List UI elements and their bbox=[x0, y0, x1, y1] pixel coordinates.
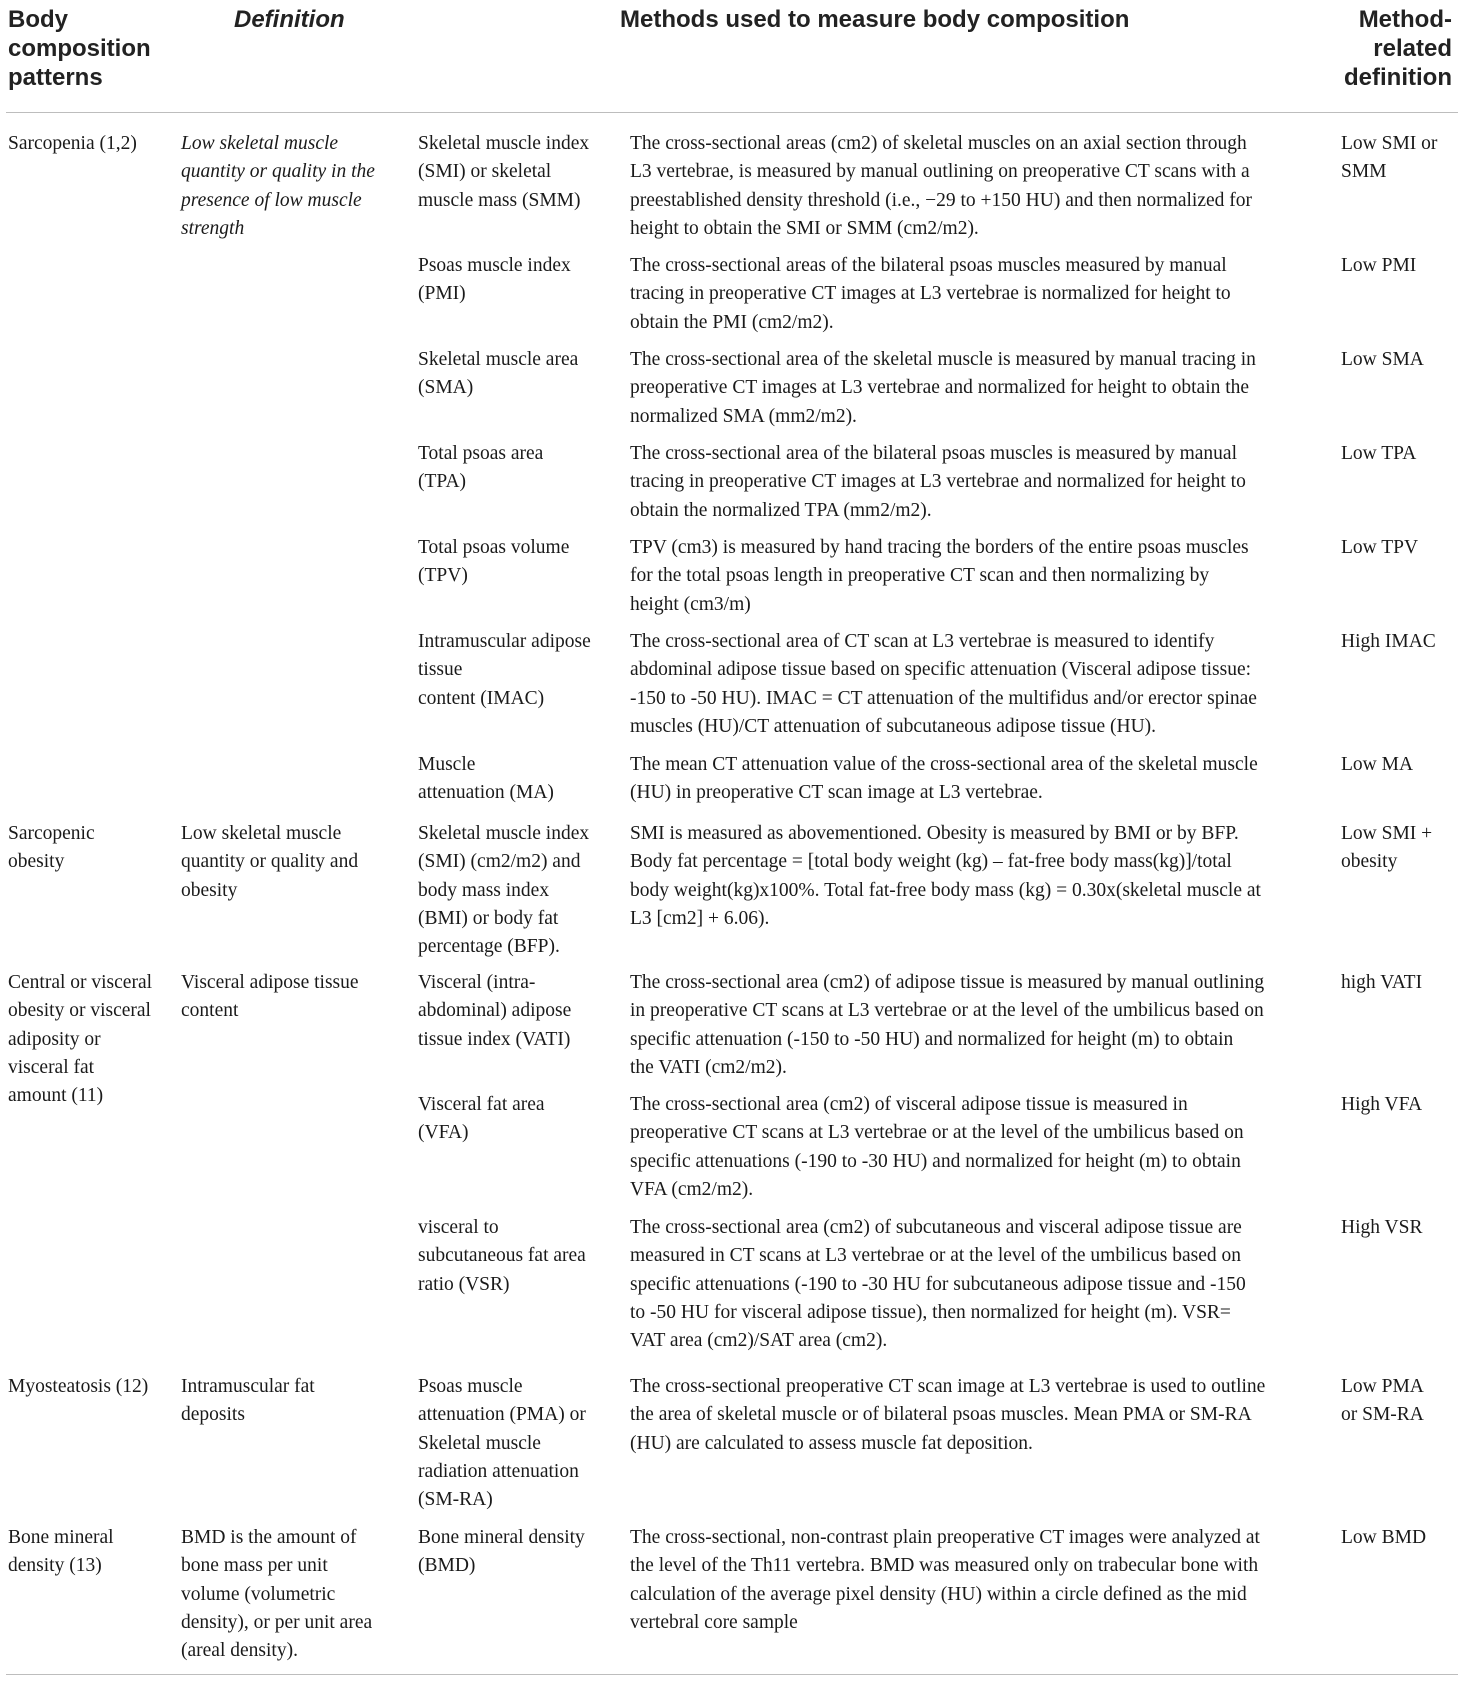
cell-line: (HU) are calculated to assess muscle fat deposition. bbox=[630, 1432, 1033, 1454]
cell-line: normalized SMA (mm2/m2). bbox=[630, 405, 857, 427]
cell-line: subcutaneous fat area bbox=[418, 1245, 586, 1267]
cell-line: VFA (cm2/m2). bbox=[630, 1178, 754, 1200]
cell-line: Low BMD bbox=[1341, 1527, 1427, 1548]
cell-pattern bbox=[8, 969, 152, 1110]
cell-line: The cross-sectional preoperative CT scan image at L3 vertebrae is used to outline bbox=[630, 1376, 1266, 1397]
header-line: Body bbox=[8, 6, 68, 33]
cell-method-name bbox=[418, 820, 589, 961]
cell-line: BMD is the amount of bbox=[181, 1527, 357, 1548]
cell-line: (SMI) or skeletal bbox=[418, 161, 552, 183]
cell-line: content (IMAC) bbox=[418, 687, 545, 709]
cell-line: Psoas muscle index bbox=[418, 255, 571, 276]
cell-method-name bbox=[418, 1214, 586, 1299]
cell-method-definition bbox=[1341, 969, 1422, 997]
cell-line: visceral to bbox=[418, 1217, 499, 1238]
cell-line: body weight(kg)x100%. Total fat-free body mass (kg) = 0.30x(skeletal muscle at bbox=[630, 879, 1261, 901]
cell-line: tissue index (VATI) bbox=[418, 1028, 571, 1050]
cell-pattern bbox=[8, 1373, 148, 1401]
cell-pattern bbox=[8, 130, 137, 158]
cell-line: The cross-sectional, non-contrast plain preoperative CT images were analyzed at bbox=[630, 1527, 1260, 1548]
cell-line: height (cm3/m) bbox=[630, 593, 751, 615]
cell-method-description bbox=[630, 820, 1261, 933]
cell-line: Low SMI + bbox=[1341, 823, 1433, 844]
cell-line: tissue bbox=[418, 659, 463, 681]
cell-line: The cross-sectional area (cm2) of subcutaneous and visceral adipose tissue are bbox=[630, 1217, 1242, 1238]
cell-line: density), or per unit area bbox=[181, 1611, 373, 1633]
cell-line: vertebral core sample bbox=[630, 1611, 798, 1633]
cell-line: Visceral adipose tissue bbox=[181, 972, 359, 993]
cell-line: obtain the normalized TPA (mm2/m2). bbox=[630, 499, 932, 521]
cell-method-description bbox=[630, 252, 1231, 337]
cell-line: preoperative CT images at L3 vertebrae and normalized for height to obtain the bbox=[630, 377, 1250, 399]
cell-method-name bbox=[418, 346, 578, 403]
cell-line: The cross-sectional areas (cm2) of skeletal muscles on an axial section through bbox=[630, 133, 1247, 154]
cell-line: Skeletal muscle index bbox=[418, 823, 590, 844]
cell-line: High VFA bbox=[1341, 1094, 1423, 1115]
cell-method-definition bbox=[1341, 252, 1416, 280]
cell-method-name bbox=[418, 534, 569, 591]
cell-line: measured in CT scans at L3 vertebrae or at the level of the umbilicus based on bbox=[630, 1245, 1241, 1267]
cell-line: The cross-sectional area (cm2) of visceral adipose tissue is measured in bbox=[630, 1094, 1188, 1115]
cell-line: The cross-sectional area of the bilateral psoas muscles is measured by manual bbox=[630, 443, 1237, 464]
cell-line: VAT area (cm2)/SAT area (cm2). bbox=[630, 1330, 888, 1352]
cell-method-description bbox=[630, 130, 1252, 243]
cell-line: Total psoas area bbox=[418, 443, 544, 464]
cell-line: SMI is measured as abovementioned. Obesity is measured by BMI or by BFP. bbox=[630, 823, 1239, 844]
cell-line: ratio (VSR) bbox=[418, 1273, 510, 1295]
cell-line: (BMD) bbox=[418, 1555, 476, 1577]
cell-line: (HU) in preoperative CT scan image at L3 vertebrae. bbox=[630, 782, 1043, 804]
cell-method-name bbox=[418, 969, 571, 1054]
cell-method-name bbox=[418, 440, 543, 497]
cell-line: Skeletal muscle area bbox=[418, 349, 579, 370]
cell-line: quantity or quality in the bbox=[181, 161, 375, 183]
cell-line: High VSR bbox=[1341, 1217, 1423, 1238]
cell-line: Skeletal muscle bbox=[418, 1432, 541, 1454]
cell-line: for the total psoas length in preoperative CT scan and then normalizing by bbox=[630, 565, 1210, 587]
cell-line: (PMI) bbox=[418, 283, 466, 305]
cell-line: (SM-RA) bbox=[418, 1489, 493, 1511]
cell-line: SMM bbox=[1341, 161, 1387, 183]
cell-line: obtain the PMI (cm2/m2). bbox=[630, 311, 834, 333]
cell-method-definition bbox=[1341, 1091, 1422, 1119]
cell-line: Myosteatosis (12) bbox=[8, 1376, 149, 1397]
cell-line: presence of low muscle bbox=[181, 189, 362, 211]
cell-line: radiation attenuation bbox=[418, 1460, 579, 1482]
header-rule bbox=[6, 112, 1458, 113]
header-line: composition bbox=[8, 35, 151, 62]
cell-line: the area of skeletal muscle or of bilateral psoas muscles. Mean PMA or SM-RA bbox=[630, 1404, 1252, 1426]
cell-line: in preoperative CT scans at L3 vertebrae or at the level of the umbilicus based on bbox=[630, 1000, 1264, 1022]
cell-line: The cross-sectional area of the skeletal muscle is measured by manual tracing in bbox=[630, 349, 1256, 370]
cell-line: muscle mass (SMM) bbox=[418, 189, 581, 211]
cell-line: obesity bbox=[181, 879, 238, 901]
cell-line: calculation of the average pixel density (HU) within a circle defined as the mid bbox=[630, 1583, 1247, 1605]
cell-line: preoperative CT scans at L3 vertebrae or at the level of the umbilicus based on bbox=[630, 1122, 1244, 1144]
cell-method-description bbox=[630, 440, 1246, 525]
cell-line: content bbox=[181, 1000, 239, 1022]
cell-method-description bbox=[630, 346, 1256, 431]
cell-line: abdominal adipose tissue based on specific attenuation (Visceral adipose tissue: bbox=[630, 659, 1252, 681]
cell-line: L3 vertebrae, is measured by manual outlining on preoperative CT scans with a bbox=[630, 161, 1250, 183]
cell-definition bbox=[181, 969, 359, 1026]
cell-definition bbox=[181, 1373, 315, 1430]
cell-line: The mean CT attenuation value of the cross-sectional area of the skeletal muscle bbox=[630, 754, 1258, 775]
cell-line: (SMA) bbox=[418, 377, 474, 399]
cell-line: Low MA bbox=[1341, 754, 1414, 775]
cell-line: high VATI bbox=[1341, 972, 1423, 993]
header-line: definition bbox=[1344, 64, 1452, 91]
header-line: related bbox=[1373, 35, 1452, 62]
cell-method-definition bbox=[1341, 534, 1418, 562]
cell-line: Low SMI or bbox=[1341, 133, 1438, 154]
cell-line: visceral fat bbox=[8, 1056, 95, 1078]
header-method-definition bbox=[1338, 5, 1452, 92]
cell-method-description bbox=[630, 751, 1258, 808]
cell-line: body mass index bbox=[418, 879, 550, 901]
cell-line: preestablished density threshold (i.e., −29 to +150 HU) and then normalized for bbox=[630, 189, 1253, 211]
cell-line: attenuation (MA) bbox=[418, 782, 554, 804]
cell-line: quantity or quality and bbox=[181, 851, 359, 873]
cell-definition bbox=[181, 1524, 372, 1665]
cell-method-name bbox=[418, 1524, 585, 1581]
cell-method-name bbox=[418, 130, 589, 215]
cell-line: specific attenuation (-150 to -50 HU) and normalized for height (m) to obtain bbox=[630, 1028, 1234, 1050]
cell-method-name bbox=[418, 1373, 586, 1514]
cell-method-definition bbox=[1341, 346, 1424, 374]
cell-line: The cross-sectional areas of the bilateral psoas muscles measured by manual bbox=[630, 255, 1227, 276]
cell-method-description bbox=[630, 534, 1249, 619]
cell-line: The cross-sectional area (cm2) of adipose tissue is measured by manual outlining bbox=[630, 972, 1265, 993]
cell-method-name bbox=[418, 1091, 545, 1148]
cell-method-definition bbox=[1341, 751, 1413, 779]
cell-line: Visceral (intra- bbox=[418, 972, 536, 993]
cell-line: strength bbox=[181, 217, 245, 239]
cell-line: adiposity or bbox=[8, 1028, 101, 1050]
cell-line: Bone mineral bbox=[8, 1527, 114, 1548]
cell-method-description bbox=[630, 1214, 1246, 1355]
cell-line: Low SMA bbox=[1341, 349, 1424, 370]
cell-line: (areal density). bbox=[181, 1640, 298, 1662]
cell-line: Visceral fat area bbox=[418, 1094, 545, 1115]
cell-method-description bbox=[630, 969, 1264, 1082]
cell-method-description bbox=[630, 1091, 1244, 1204]
header-methods: Methods used to measure body composition bbox=[620, 6, 1130, 33]
cell-line: obesity or visceral bbox=[8, 1000, 151, 1022]
cell-line: the level of the Th11 vertebra. BMD was measured only on trabecular bone with bbox=[630, 1555, 1259, 1577]
header-definition: Definition bbox=[234, 6, 345, 33]
cell-line: Sarcopenia (1,2) bbox=[8, 133, 137, 154]
cell-method-definition bbox=[1341, 130, 1437, 187]
cell-line: bone mass per unit bbox=[181, 1555, 328, 1577]
cell-line: Low skeletal muscle bbox=[181, 823, 342, 844]
cell-line: Body fat percentage = [total body weight (kg) – fat-free body mass(kg)]/total bbox=[630, 851, 1232, 873]
cell-method-definition bbox=[1341, 440, 1416, 468]
cell-line: Intramuscular adipose bbox=[418, 631, 591, 652]
cell-pattern bbox=[8, 1524, 114, 1581]
cell-line: to -50 HU for visceral adipose tissue), then normalized for height (m). VSR= bbox=[630, 1301, 1231, 1323]
cell-method-name bbox=[418, 628, 591, 713]
cell-line: (BMI) or body fat bbox=[418, 907, 559, 929]
cell-line: obesity bbox=[1341, 851, 1398, 873]
cell-line: Low skeletal muscle bbox=[181, 133, 339, 154]
cell-line: Skeletal muscle index bbox=[418, 133, 590, 154]
cell-line: obesity bbox=[8, 851, 65, 873]
cell-line: TPV (cm3) is measured by hand tracing the borders of the entire psoas muscles bbox=[630, 537, 1249, 558]
cell-line: tracing in preoperative CT images at L3 vertebrae is normalized for height to bbox=[630, 283, 1231, 305]
cell-line: the VATI (cm2/m2). bbox=[630, 1056, 787, 1078]
cell-line: or SM-RA bbox=[1341, 1404, 1424, 1426]
cell-line: Low PMI bbox=[1341, 255, 1417, 276]
cell-line: abdominal) adipose bbox=[418, 1000, 572, 1022]
cell-method-definition bbox=[1341, 1524, 1426, 1552]
cell-line: specific attenuations (-190 to -30 HU) and normalized for height (m) to obtain bbox=[630, 1150, 1241, 1172]
bottom-rule bbox=[6, 1674, 1458, 1675]
cell-method-definition bbox=[1341, 1214, 1422, 1242]
cell-method-definition bbox=[1341, 1373, 1424, 1430]
cell-definition bbox=[181, 820, 358, 905]
cell-method-description bbox=[630, 1524, 1260, 1637]
cell-method-name bbox=[418, 252, 571, 309]
cell-line: muscles (HU)/CT attenuation of subcutaneous adipose tissue (HU). bbox=[630, 715, 1157, 737]
cell-method-definition bbox=[1341, 628, 1436, 656]
cell-line: Psoas muscle bbox=[418, 1376, 523, 1397]
cell-method-name bbox=[418, 751, 554, 808]
header-line: patterns bbox=[8, 64, 103, 91]
cell-line: Low TPV bbox=[1341, 537, 1419, 558]
cell-line: Low PMA bbox=[1341, 1376, 1424, 1397]
cell-line: volume (volumetric bbox=[181, 1583, 336, 1605]
cell-line: density (13) bbox=[8, 1555, 102, 1577]
cell-line: Muscle bbox=[418, 754, 476, 775]
cell-line: High IMAC bbox=[1341, 631, 1436, 652]
cell-line: specific attenuations (-190 to -30 HU for subcutaneous adipose tissue and -150 bbox=[630, 1273, 1246, 1295]
cell-line: Total psoas volume bbox=[418, 537, 570, 558]
cell-pattern bbox=[8, 820, 95, 877]
cell-line: Sarcopenic bbox=[8, 823, 95, 844]
cell-line: The cross-sectional area of CT scan at L3 vertebrae is measured to identify bbox=[630, 631, 1215, 652]
cell-definition bbox=[181, 130, 375, 243]
cell-line: percentage (BFP). bbox=[418, 936, 560, 958]
cell-line: tracing in preoperative CT images at L3 vertebrae and normalized for height to bbox=[630, 471, 1246, 493]
cell-line: -150 to -50 HU). IMAC = CT attenuation of the multifidus and/or erector spinae bbox=[630, 687, 1257, 709]
cell-line: L3 [cm2] + 6.06). bbox=[630, 907, 770, 929]
header-line: Method- bbox=[1358, 6, 1452, 33]
cell-line: amount (11) bbox=[8, 1085, 104, 1107]
cell-line: (TPV) bbox=[418, 565, 468, 587]
cell-line: Low TPA bbox=[1341, 443, 1417, 464]
cell-line: attenuation (PMA) or bbox=[418, 1404, 586, 1426]
cell-line: deposits bbox=[181, 1404, 245, 1426]
cell-line: (VFA) bbox=[418, 1122, 469, 1144]
cell-method-definition bbox=[1341, 820, 1432, 877]
cell-line: height to obtain the SMI or SMM (cm2/m2). bbox=[630, 217, 979, 239]
cell-method-description bbox=[630, 628, 1257, 741]
cell-line: Central or visceral bbox=[8, 972, 153, 993]
cell-line: (TPA) bbox=[418, 471, 467, 493]
cell-line: Intramuscular fat bbox=[181, 1376, 315, 1397]
cell-line: Bone mineral density bbox=[418, 1527, 585, 1548]
header-patterns bbox=[8, 5, 151, 92]
cell-line: (SMI) (cm2/m2) and bbox=[418, 851, 581, 873]
cell-method-description bbox=[630, 1373, 1265, 1458]
